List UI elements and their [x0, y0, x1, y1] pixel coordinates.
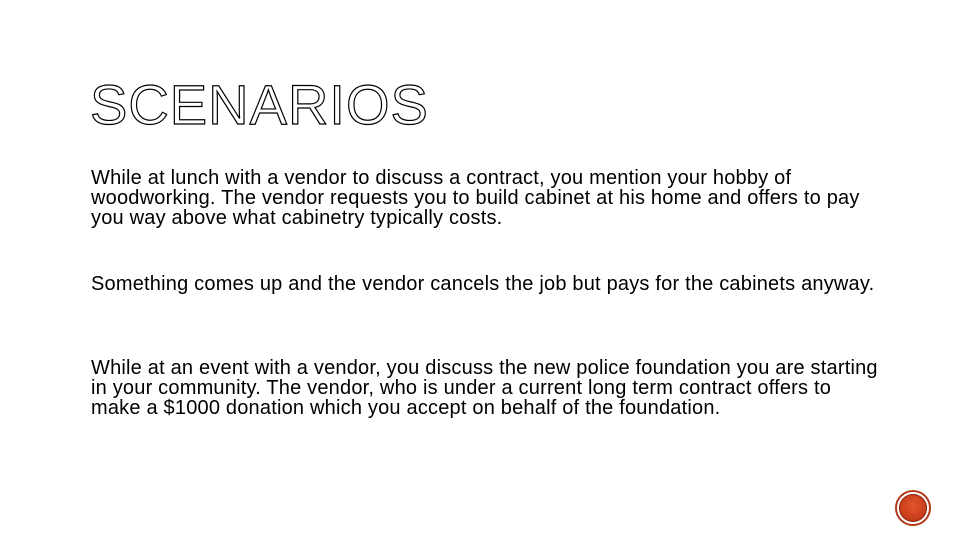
scenario-paragraph-3: While at an event with a vendor, you discuss the new police foundation you are starting in your community. The vendor, who is under a current long term contract offers to make a $1000 donation which you accept on behalf of the foundation.: [91, 357, 878, 419]
scenario-paragraph-2: Something comes up and the vendor cancels the job but pays for the cabinets anyway.: [91, 273, 875, 295]
slide-nav-button[interactable]: [895, 490, 931, 526]
circle-button-icon: [899, 494, 927, 522]
scenario-paragraph-1: While at lunch with a vendor to discuss a contract, you mention your hobby of woodworking. The vendor requests you to build cabinet at his home and offers to pay you way above what cabinetry typically costs.: [91, 167, 860, 229]
slide-title: SCENARIOS: [90, 73, 429, 136]
